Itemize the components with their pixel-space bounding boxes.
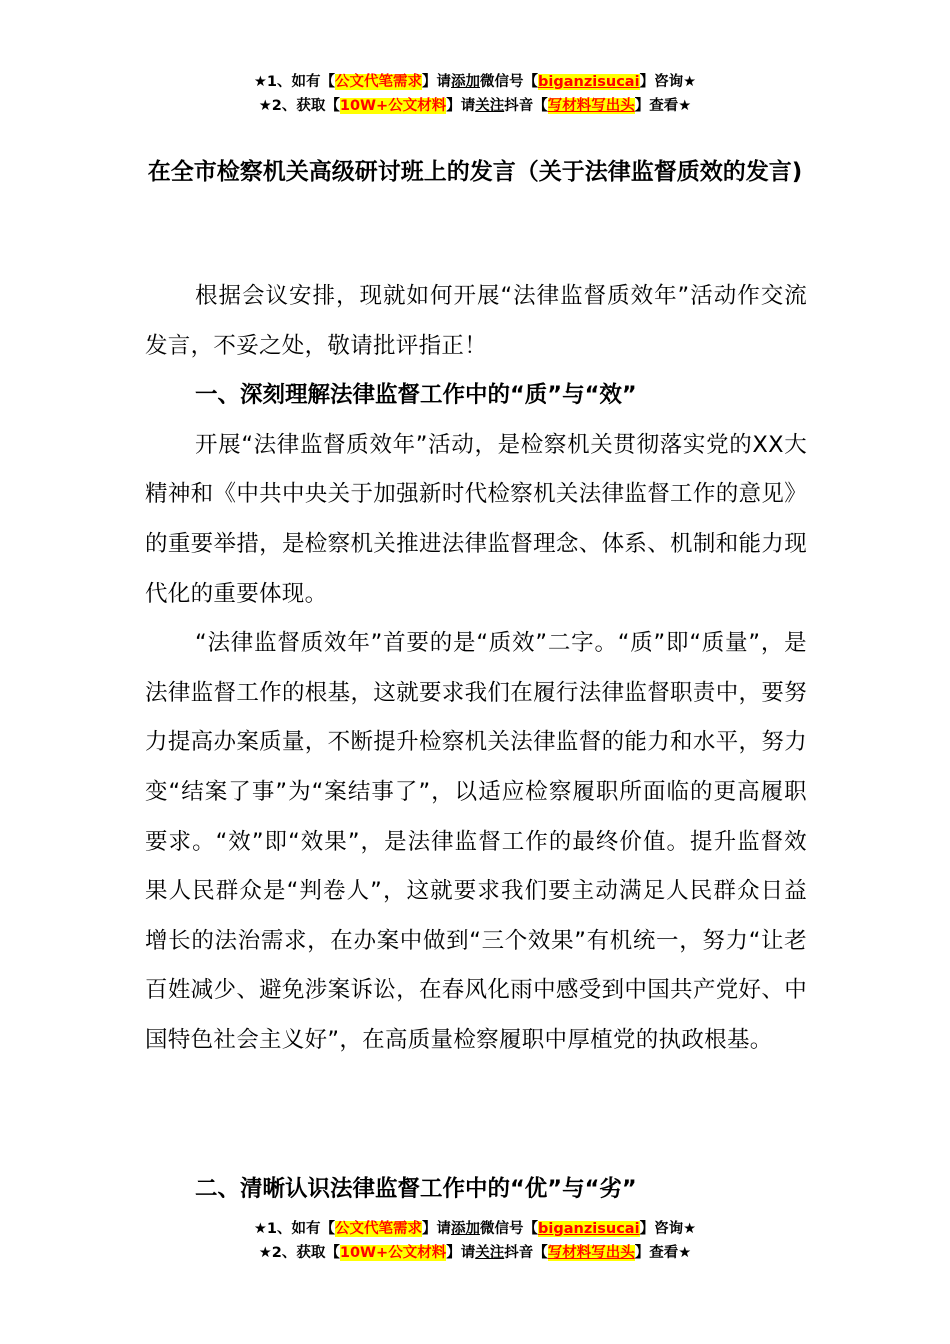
promo-underlined: 关注 [475, 98, 505, 114]
promo-underlined: 添加 [451, 1221, 481, 1237]
section-heading-1: 一、深刻理解法律监督工作中的“质”与“效” [195, 382, 637, 409]
document-body [145, 272, 807, 1066]
promo-line-2 [0, 94, 950, 118]
promo-banner-bottom [0, 1217, 950, 1265]
document-title: 在全市检察机关高级研讨班上的发言（关于法律监督质效的发言) [147, 159, 803, 185]
promo-douyin-id: 写材料写出头 [547, 98, 635, 114]
promo-highlight: 10W+公文材料 [339, 98, 447, 114]
promo-text: ★2、获取【 [258, 1245, 340, 1261]
promo-underlined: 添加 [451, 74, 481, 90]
paragraph-intro: 根据会议安排，现就如何开展“法律监督质效年”活动作交流发言，不妥之处，敬请批评指正！ [145, 283, 807, 359]
promo-text: 抖音【 [504, 1245, 548, 1261]
promo-text: 】咨询★ [639, 74, 697, 90]
promo-text: 】请 [422, 74, 452, 90]
promo-wechat-id: biganzisucai [538, 1221, 640, 1237]
promo-text: 抖音【 [504, 98, 548, 114]
promo-text: 微信号【 [480, 74, 539, 90]
promo-highlight: 公文代笔需求 [335, 1221, 423, 1237]
promo-banner-top [0, 70, 950, 118]
promo-line-1 [0, 70, 950, 94]
promo-text: 】咨询★ [639, 1221, 697, 1237]
promo-text: 】请 [446, 98, 476, 114]
section-heading-2: 二、清晰认识法律监督工作中的“优”与“劣” [195, 1176, 637, 1202]
paragraph: 开展“法律监督质效年”活动，是检察机关贯彻落实党的XX大精神和《中共中央关于加强新时代检察机关法律监督工作的意见》的重要举措，是检察机关推进法律监督理念、体系、机制和能力现代化的重要体现。 [145, 431, 807, 607]
promo-text: 】请 [422, 1221, 452, 1237]
promo-text: 微信号【 [480, 1221, 539, 1237]
promo-line-1 [0, 1217, 950, 1241]
promo-wechat-id: biganzisucai [538, 74, 640, 90]
promo-text: 】查看★ [634, 1245, 692, 1261]
promo-line-2 [0, 1241, 950, 1265]
promo-highlight: 公文代笔需求 [335, 74, 423, 90]
promo-douyin-id: 写材料写出头 [547, 1245, 635, 1261]
promo-text: ★2、获取【 [258, 98, 340, 114]
promo-text: 】查看★ [634, 98, 692, 114]
promo-highlight: 10W+公文材料 [339, 1245, 447, 1261]
promo-text: ★1、如有【 [253, 1221, 336, 1237]
paragraph: “法律监督质效年”首要的是“质效”二字。“质”即“质量”，是法律监督工作的根基，这就要求我们在履行法律监督职责中，要努力提高办案质量，不断提升检察机关法律监督的能力和水平，努力变“结案了事”为“案结事了”，以适应检察履职所面临的更高履职要求。“效”即“效果”，是法律监督工作的最终价值。提升监督效果人民群众是“判卷人”，这就要求我们要主动满足人民群众日益增长的法治需求，在办案中做到“三个效果”有机统一，努力“让老百姓减少、避免涉案诉讼，在春风化雨中感受到中国共产党好、中国特色社会主义好”，在高质量检察履职中厚植党的执政根基。 [145, 630, 807, 1053]
promo-text: 】请 [446, 1245, 476, 1261]
promo-underlined: 关注 [475, 1245, 505, 1261]
promo-text: ★1、如有【 [253, 74, 336, 90]
